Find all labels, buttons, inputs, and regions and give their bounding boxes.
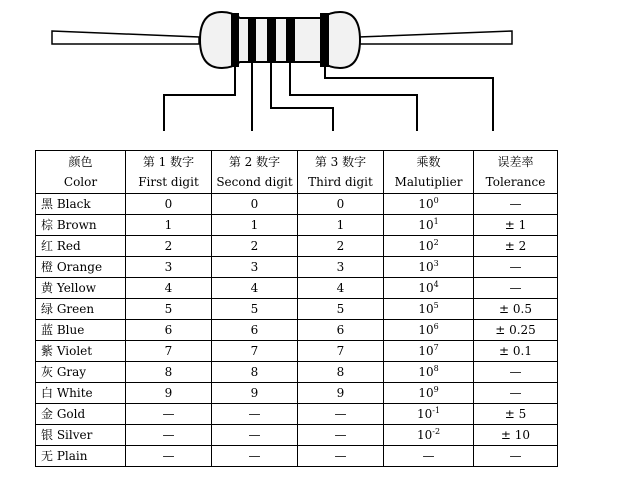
header-third-digit: 第 3 数字 Third digit [298, 151, 384, 194]
second-digit-cell: 1 [212, 215, 298, 236]
color-cell: 黑 Black [36, 194, 126, 215]
header-second-digit: 第 2 数字 Second digit [212, 151, 298, 194]
third-digit-cell: — [298, 446, 384, 467]
color-cell: 紫 Violet [36, 341, 126, 362]
first-digit-cell: 5 [126, 299, 212, 320]
tolerance-cell: — [474, 362, 558, 383]
multiplier-cell [384, 236, 474, 257]
tolerance-cell: — [474, 446, 558, 467]
multiplier-cell [384, 341, 474, 362]
third-digit-cell: 7 [298, 341, 384, 362]
third-digit-cell: 4 [298, 278, 384, 299]
second-digit-cell: 3 [212, 257, 298, 278]
color-cell: 银 Silver [36, 425, 126, 446]
multiplier-exponent: -1 [432, 406, 441, 415]
third-digit-cell: 8 [298, 362, 384, 383]
third-digit-cell: 5 [298, 299, 384, 320]
resistor-body [200, 12, 360, 68]
tolerance-cell: ± 1 [474, 215, 558, 236]
multiplier-base: 10 [418, 365, 434, 379]
tolerance-cell: — [474, 278, 558, 299]
resistor-band-4 [286, 18, 295, 62]
multiplier-exponent: 4 [433, 280, 439, 289]
multiplier-base: 10 [418, 281, 434, 295]
first-digit-cell: 2 [126, 236, 212, 257]
table-row [36, 278, 558, 299]
multiplier-cell [384, 425, 474, 446]
table-row [36, 236, 558, 257]
table-row [36, 215, 558, 236]
second-digit-cell: — [212, 404, 298, 425]
second-digit-cell: — [212, 446, 298, 467]
leader-line-tolerance [325, 67, 493, 131]
resistor-band-5 [320, 13, 329, 67]
table-row [36, 425, 558, 446]
second-digit-cell: 4 [212, 278, 298, 299]
table-row [36, 362, 558, 383]
resistor-diagram [0, 0, 625, 150]
third-digit-cell: 0 [298, 194, 384, 215]
third-digit-cell: 9 [298, 383, 384, 404]
first-digit-cell: 1 [126, 215, 212, 236]
multiplier-base: 10 [418, 260, 434, 274]
color-cell: 棕 Brown [36, 215, 126, 236]
first-digit-cell: 3 [126, 257, 212, 278]
first-digit-cell: 8 [126, 362, 212, 383]
tolerance-cell: ± 10 [474, 425, 558, 446]
header-first-digit: 第 1 数字 First digit [126, 151, 212, 194]
resistor-band-2 [248, 18, 256, 62]
leader-line-first-digit [164, 67, 235, 131]
table-header-row [36, 151, 558, 194]
multiplier-cell [384, 404, 474, 425]
color-cell: 黄 Yellow [36, 278, 126, 299]
tolerance-cell: ± 5 [474, 404, 558, 425]
first-digit-cell: 4 [126, 278, 212, 299]
header-tolerance: 误差率 Tolerance [474, 151, 558, 194]
leader-line-third-digit [271, 62, 333, 131]
third-digit-cell: 2 [298, 236, 384, 257]
multiplier-base: 10 [416, 428, 433, 442]
multiplier-base: 10 [418, 323, 434, 337]
second-digit-cell: 6 [212, 320, 298, 341]
multiplier-base: 10 [418, 197, 434, 211]
table-row [36, 320, 558, 341]
first-digit-cell: 9 [126, 383, 212, 404]
first-digit-cell: 6 [126, 320, 212, 341]
third-digit-cell: 1 [298, 215, 384, 236]
table-row [36, 299, 558, 320]
multiplier-exponent: 5 [433, 301, 439, 310]
color-cell: 橙 Orange [36, 257, 126, 278]
color-cell: 灰 Gray [36, 362, 126, 383]
tolerance-cell: — [474, 194, 558, 215]
multiplier-base: 10 [418, 344, 434, 358]
multiplier-exponent: 1 [433, 217, 439, 226]
table-row [36, 257, 558, 278]
multiplier-exponent: 9 [433, 385, 439, 394]
first-digit-cell: — [126, 446, 212, 467]
first-digit-cell: — [126, 425, 212, 446]
multiplier-base: — [422, 449, 435, 463]
third-digit-cell: 3 [298, 257, 384, 278]
multiplier-cell [384, 383, 474, 404]
third-digit-cell: 6 [298, 320, 384, 341]
multiplier-exponent: 2 [433, 238, 439, 247]
multiplier-cell [384, 278, 474, 299]
second-digit-cell: 7 [212, 341, 298, 362]
multiplier-cell [384, 362, 474, 383]
second-digit-cell: 0 [212, 194, 298, 215]
second-digit-cell: 5 [212, 299, 298, 320]
color-cell: 蓝 Blue [36, 320, 126, 341]
first-digit-cell: — [126, 404, 212, 425]
color-code-table [35, 150, 558, 467]
tolerance-cell: ± 0.1 [474, 341, 558, 362]
multiplier-base: 10 [418, 218, 434, 232]
resistor-band-3 [267, 18, 276, 62]
tolerance-cell: — [474, 257, 558, 278]
table-row [36, 383, 558, 404]
multiplier-cell [384, 194, 474, 215]
first-digit-cell: 7 [126, 341, 212, 362]
multiplier-base: 10 [416, 407, 433, 421]
multiplier-exponent: 3 [433, 259, 439, 268]
header-color: 颜色 Color [36, 151, 126, 194]
multiplier-exponent: 0 [433, 196, 439, 205]
table-row [36, 194, 558, 215]
second-digit-cell: 8 [212, 362, 298, 383]
multiplier-exponent: 6 [433, 322, 439, 331]
tolerance-cell: ± 2 [474, 236, 558, 257]
color-cell: 无 Plain [36, 446, 126, 467]
color-cell: 绿 Green [36, 299, 126, 320]
tolerance-cell: ± 0.5 [474, 299, 558, 320]
multiplier-cell [384, 320, 474, 341]
tolerance-cell: — [474, 383, 558, 404]
tolerance-cell: ± 0.25 [474, 320, 558, 341]
leader-line-multiplier [290, 62, 417, 131]
third-digit-cell: — [298, 425, 384, 446]
multiplier-exponent: 7 [433, 343, 439, 352]
header-multiplier: 乘数 Malutiplier [384, 151, 474, 194]
table-row [36, 446, 558, 467]
multiplier-base: 10 [418, 386, 434, 400]
multiplier-base: 10 [418, 302, 434, 316]
second-digit-cell: 9 [212, 383, 298, 404]
second-digit-cell: — [212, 425, 298, 446]
color-cell: 金 Gold [36, 404, 126, 425]
multiplier-exponent: 8 [433, 364, 439, 373]
table-row [36, 404, 558, 425]
multiplier-cell [384, 446, 474, 467]
multiplier-cell [384, 299, 474, 320]
color-cell: 红 Red [36, 236, 126, 257]
table-row [36, 341, 558, 362]
resistor-band-1 [231, 13, 239, 67]
multiplier-base: 10 [418, 239, 434, 253]
resistor-lead-right [358, 31, 512, 44]
multiplier-cell [384, 257, 474, 278]
multiplier-cell [384, 215, 474, 236]
color-cell: 白 White [36, 383, 126, 404]
second-digit-cell: 2 [212, 236, 298, 257]
resistor-lead-left [52, 31, 199, 44]
multiplier-exponent: -2 [432, 427, 441, 436]
third-digit-cell: — [298, 404, 384, 425]
first-digit-cell: 0 [126, 194, 212, 215]
